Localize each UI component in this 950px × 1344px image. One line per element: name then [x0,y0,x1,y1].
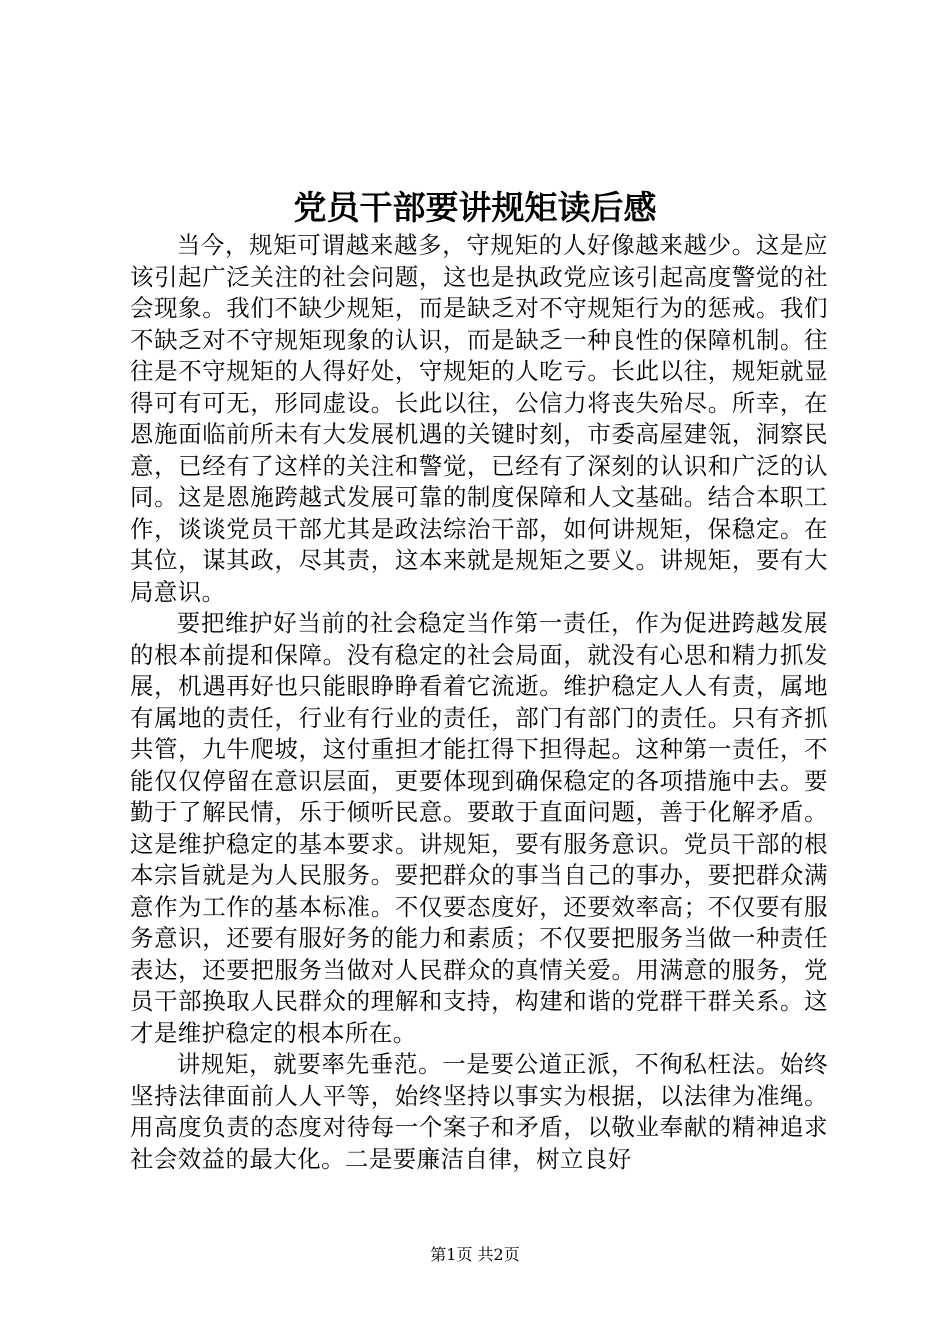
paragraph-3: 讲规矩，就要率先垂范。一是要公道正派，不徇私枉法。始终坚持法律面前人人平等，始终坚持以事实为根据，以法律为准绳。用高度负责的态度对待每一个案子和矛盾，以敬业奉献的精神追求社会效益的最大化。二是要廉洁自律，树立良好 [130,1050,828,1173]
document-body [130,230,828,1175]
document-title: 党员干部要讲规矩读后感 [293,188,657,227]
page-number: 第1页 共2页 [430,1245,520,1264]
paragraph-1: 当今，规矩可谓越来越多，守规矩的人好像越来越少。这是应该引起广泛关注的社会问题，这也是执政党应该引起高度警觉的社会现象。我们不缺少规矩，而是缺乏对不守规矩行为的惩戒。我们不缺乏对不守规矩现象的认识，而是缺乏一种良性的保障机制。往往是不守规矩的人得好处，守规矩的人吃亏。长此以往，规矩就显得可有可无，形同虚设。长此以往，公信力将丧失殆尽。所幸，在恩施面临前所未有大发展机遇的关键时刻，市委高屋建瓴，洞察民意，已经有了这样的关注和警觉，已经有了深刻的认识和广泛的认同。这是恩施跨越式发展可靠的制度保障和人文基础。结合本职工作，谈谈党员干部尤其是政法综治干部，如何讲规矩，保稳定。在其位，谋其政，尽其责，这本来就是规矩之要义。讲规矩，要有大局意识。 [130,231,828,606]
page-footer [0,1244,950,1266]
paragraph-2: 要把维护好当前的社会稳定当作第一责任，作为促进跨越发展的根本前提和保障。没有稳定的社会局面，就没有心思和精力抓发展，机遇再好也只能眼睁睁看着它流逝。维护稳定人人有责，属地有属地的责任，行业有行业的责任，部门有部门的责任。只有齐抓共管，九牛爬坡，这付重担才能扛得下担得起。这种第一责任，不能仅仅停留在意识层面，更要体现到确保稳定的各项措施中去。要勤于了解民情，乐于倾听民意。要敢于直面问题，善于化解矛盾。这是维护稳定的基本要求。讲规矩，要有服务意识。党员干部的根本宗旨就是为人民服务。要把群众的事当自己的事办，要把群众满意作为工作的基本标准。不仅要态度好，还要效率高；不仅要有服务意识，还要有服好务的能力和素质；不仅要把服务当做一种责任表达，还要把服务当做对人民群众的真情关爱。用满意的服务，党员干部换取人民群众的理解和支持，构建和谐的党群干群关系。这才是维护稳定的根本所在。 [130,609,828,1047]
